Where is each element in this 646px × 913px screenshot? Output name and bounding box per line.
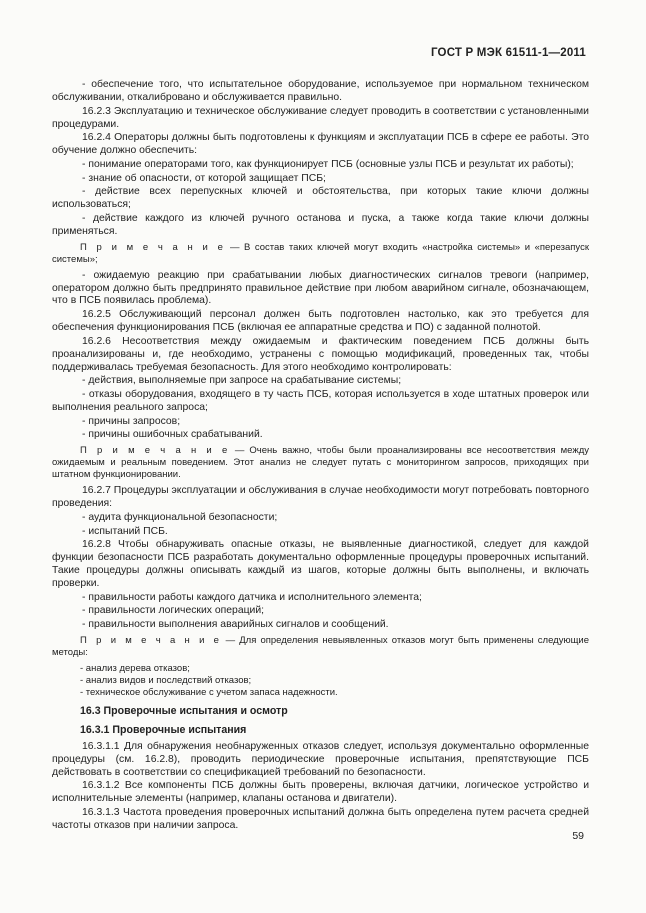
note-list-item: - анализ дерева отказов; <box>80 662 190 674</box>
list-item: - действие всех перепускных ключей и обстоятельства, при которых такие ключи должны использоваться; <box>52 186 589 211</box>
subsection-heading: 16.3.1 Проверочные испытания <box>80 723 247 736</box>
list-item: - правильности логических операций; <box>82 605 265 617</box>
note-text: — Для определения невыявленных отказов могут быть применены следующие методы: <box>52 634 589 658</box>
list-item: - правильности выполнения аварийных сигналов и сообщений. <box>82 619 389 631</box>
note-list-item: - анализ видов и последствий отказов; <box>80 674 252 686</box>
page-number: 59 <box>572 830 584 842</box>
note-label: П р и м е ч а н и е <box>80 241 226 253</box>
note-list-item: - техническое обслуживание с учетом запаса надежности. <box>80 686 338 698</box>
list-item: - действия, выполняемые при запросе на срабатывание системы; <box>82 375 402 387</box>
list-item: - действие каждого из ключей ручного останова и пуска, а также когда такие ключи должны применяться. <box>52 212 589 237</box>
list-item: - причины ошибочных срабатываний. <box>82 429 263 441</box>
document-header: ГОСТ Р МЭК 61511-1—2011 <box>430 47 586 59</box>
list-item: - понимание операторами того, как функционирует ПСБ (основные узлы ПСБ и результат их работы); <box>82 158 574 170</box>
paragraph: - обеспечение того, что испытательное оборудование, используемое при нормальном техническом обслуживании, откалибровано и обслуживается правильно. <box>52 79 589 103</box>
list-item: - правильности работы каждого датчика и исполнительного элемента; <box>82 591 422 603</box>
paragraph: 16.2.5 Обслуживающий персонал должен быть подготовлен настолько, как это требуется для обеспечения функционирования ПСБ (включая ее аппаратные средства и ПО) с заданной полнотой. <box>52 309 589 334</box>
section-heading: 16.3 Проверочные испытания и осмотр <box>80 704 288 717</box>
paragraph: 16.3.1.1 Для обнаружения необнаруженных отказов следует, используя документально оформленные процедуры (см. 16.2.8), проводить периодические проверочные испытания, препятствующие ПСБ действовать в соответствии со спецификацией требований по безопасности. <box>52 740 589 778</box>
note-text: — Очень важно, чтобы были проанализированы все несоответствия между ожидаемым и реальным поведением. Этот анализ не следует путать с мониторингом запросов, приходящих при штатном функционировании. <box>52 445 589 481</box>
list-item: - ожидаемую реакцию при срабатывании любых диагностических сигналов тревоги (например, оператором должно быть предпринято правильное действие при любом аварийном сигнале, обозначающем, что в ПСБ появилась проблема). <box>52 269 589 307</box>
paragraph: 16.2.8 Чтобы обнаруживать опасные отказы, не выявленные диагностикой, следует для каждой функции безопасности ПСБ разработать документально оформленные процедуры проверочных испытаний. Такие процедуры должны описывать каждый из шагов, которые должны быть выполнены, и включать проверки. <box>52 539 589 589</box>
note-label: П р и м е ч а н и е <box>80 445 230 457</box>
note-text: — В состав таких ключей могут входить «настройка системы» и «перезапуск системы»; <box>52 241 589 265</box>
paragraph: 16.2.4 Операторы должны быть подготовлены к функциям и эксплуатации ПСБ в сфере ее работы. Это обучение должно обеспечить: <box>52 132 589 157</box>
list-item: - знание об опасности, от которой защищает ПСБ; <box>82 172 326 184</box>
note <box>52 242 589 266</box>
note <box>52 635 589 659</box>
paragraph: 16.3.1.2 Все компоненты ПСБ должны быть проверены, включая датчики, логическое устройство и исполнительные элементы (например, клапаны останова и двигатели). <box>52 780 589 805</box>
paragraph: 16.2.7 Процедуры эксплуатации и обслуживания в случае необходимости могут потребовать повторного проведения: <box>52 485 589 510</box>
list-item: - причины запросов; <box>82 415 181 427</box>
list-item: - испытаний ПСБ. <box>82 525 168 537</box>
list-item: - аудита функциональной безопасности; <box>82 511 278 523</box>
note <box>52 445 589 481</box>
paragraph: 16.2.6 Несоответствия между ожидаемым и фактическим поведением ПСБ должны быть проанализированы и, где необходимо, устранены с помощью модификаций, проведенных так, чтобы поддерживалась требуемая безопасность. Для этого необходимо контролировать: <box>52 335 589 373</box>
paragraph: 16.3.1.3 Частота проведения проверочных испытаний должна быть определена путем расчета средней частоты отказов при наличии запроса. <box>52 806 589 831</box>
page-body <box>52 79 589 834</box>
paragraph: 16.2.3 Эксплуатацию и техническое обслуживание следует проводить в соответствии с установленными процедурами. <box>52 105 589 130</box>
note-label: П р и м е ч а н и е <box>80 634 222 646</box>
list-item: - отказы оборудования, входящего в ту часть ПСБ, которая используется в ходе штатных проверок или выполнения реального запроса; <box>52 389 589 413</box>
